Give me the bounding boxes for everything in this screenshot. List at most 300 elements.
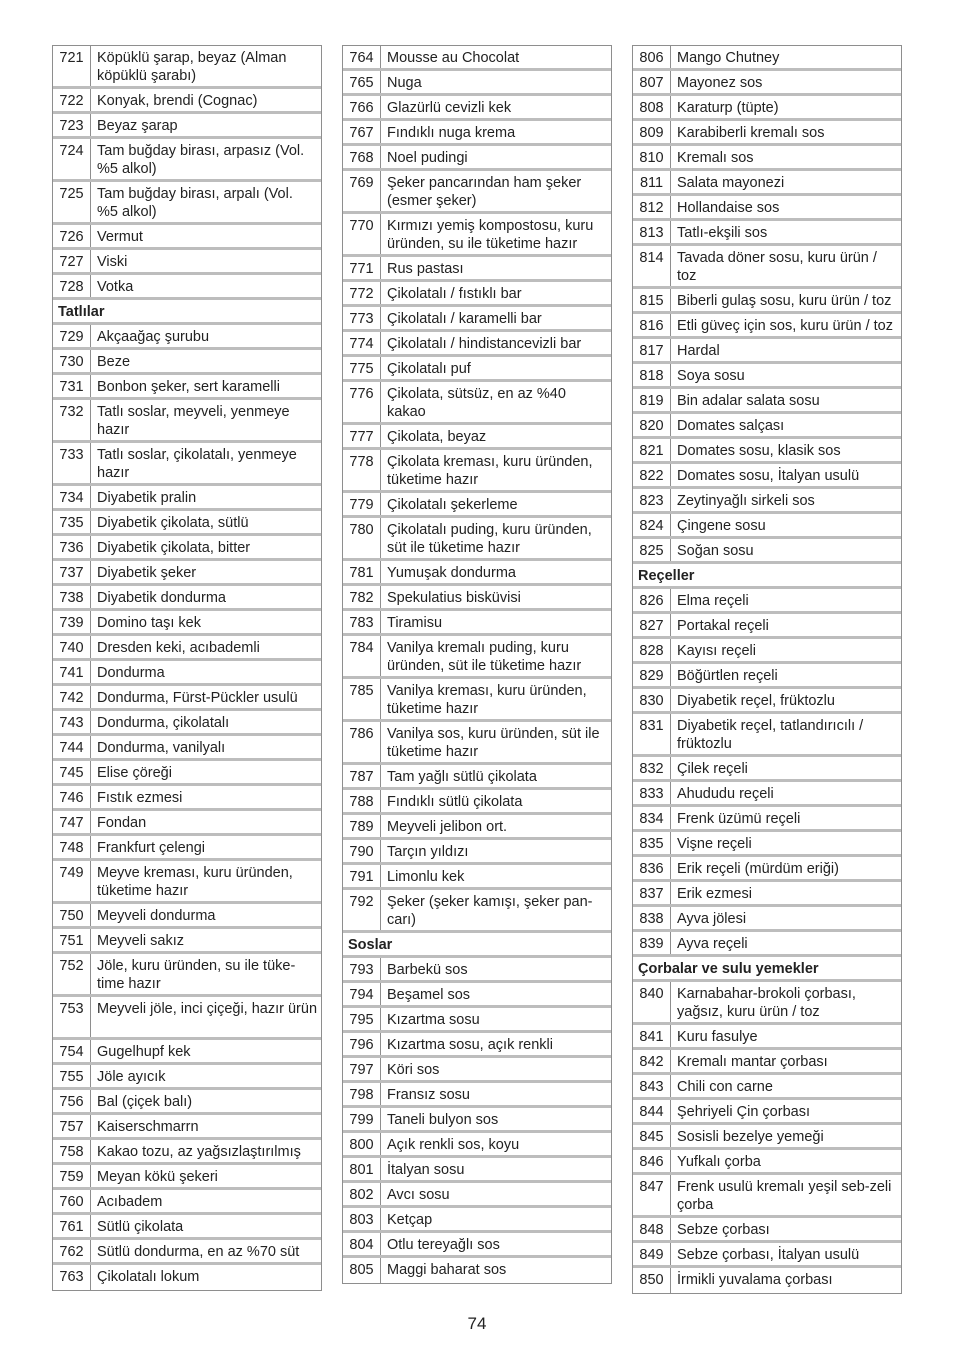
program-number: 805 (343, 1258, 381, 1283)
food-name: Kremalı mantar çorbası (677, 1054, 828, 1070)
program-number: 828 (633, 639, 671, 661)
food-name: Tavada döner sosu, kuru ürün / toz (677, 250, 877, 284)
program-number: 748 (53, 836, 91, 858)
program-number: 802 (343, 1183, 381, 1205)
table-row (633, 1243, 901, 1268)
program-number: 725 (53, 182, 91, 222)
table-row (633, 1125, 901, 1150)
section-header (633, 957, 901, 982)
food-name: Chili con carne (677, 1079, 773, 1095)
program-number: 731 (53, 375, 91, 397)
table-row (633, 196, 901, 221)
table-row (53, 761, 321, 786)
food-name: Karaturp (tüpte) (677, 100, 779, 116)
section-header (633, 564, 901, 589)
section-header (53, 300, 321, 325)
program-number: 791 (343, 865, 381, 887)
program-number: 809 (633, 121, 671, 143)
program-number: 773 (343, 307, 381, 329)
program-number: 730 (53, 350, 91, 372)
table-row (343, 171, 611, 214)
food-name: Sebze çorbası, İtalyan usulü (677, 1247, 860, 1263)
program-number: 772 (343, 282, 381, 304)
program-number: 843 (633, 1075, 671, 1097)
program-number: 812 (633, 196, 671, 218)
table-row (343, 1233, 611, 1258)
program-number: 789 (343, 815, 381, 837)
food-name: Vanilya sos, kuru üründen, süt ile tüketime hazır (387, 726, 600, 760)
food-name: Diyabetik çikolata, bitter (97, 540, 251, 556)
food-name: Tam buğday birası, arpalı (Vol. %5 alkol) (97, 186, 293, 220)
program-number: 769 (343, 171, 381, 211)
food-name: Tiramisu (387, 615, 443, 631)
program-number: 752 (53, 954, 91, 994)
program-number: 785 (343, 679, 381, 719)
program-number: 756 (53, 1090, 91, 1112)
program-number: 810 (633, 146, 671, 168)
table-row (633, 982, 901, 1025)
program-number: 803 (343, 1208, 381, 1230)
food-name: Jöle, kuru üründen, su ile tüke-time hazır (97, 958, 296, 992)
food-name: Domates salçası (677, 418, 785, 434)
food-name: Fransız sosu (387, 1087, 470, 1103)
table-row (633, 514, 901, 539)
food-name: Dondurma, çikolatalı (97, 715, 230, 731)
food-name: Mayonez sos (677, 75, 763, 91)
food-name: Domates sosu, klasik sos (677, 443, 841, 459)
table-row (343, 815, 611, 840)
table-row (53, 1140, 321, 1165)
table-row (343, 96, 611, 121)
food-name: Yumuşak dondurma (387, 565, 516, 581)
food-name: Çikolatalı / hindistancevizli bar (387, 336, 582, 352)
table-row (343, 282, 611, 307)
food-name: Kaiserschmarrn (97, 1119, 199, 1135)
food-name: Çikolatalı / karamelli bar (387, 311, 542, 327)
table-row (633, 439, 901, 464)
program-number: 844 (633, 1100, 671, 1122)
food-name: Kızartma sosu (387, 1012, 480, 1028)
section-header-text: Soslar (348, 937, 393, 953)
food-name: Meyveli jöle, inci çiçeği, hazır ürün (97, 1001, 318, 1017)
food-name: Bin adalar salata sosu (677, 393, 820, 409)
table-row (343, 121, 611, 146)
program-number: 779 (343, 493, 381, 515)
food-name: Sosisli bezelye yemeği (677, 1129, 824, 1145)
table-row (633, 757, 901, 782)
program-number: 740 (53, 636, 91, 658)
food-name: Fındıklı sütlü çikolata (387, 794, 523, 810)
food-name: Vanilya kreması, kuru üründen, tüketime hazır (387, 683, 587, 717)
table-row (343, 790, 611, 815)
program-number: 745 (53, 761, 91, 783)
food-name: Meyveli dondurma (97, 908, 216, 924)
program-number: 833 (633, 782, 671, 804)
table-row (343, 1133, 611, 1158)
program-number: 771 (343, 257, 381, 279)
food-name: Kuru fasulye (677, 1029, 758, 1045)
food-name: Kremalı sos (677, 150, 754, 166)
table-row (53, 400, 321, 443)
table-row (343, 1258, 611, 1283)
food-name: Elma reçeli (677, 593, 749, 609)
food-name: Acıbadem (97, 1194, 163, 1210)
food-name: Kırmızı yemiş kompostosu, kuru üründen, su ile tüketime hazır (387, 218, 594, 252)
table-row (53, 225, 321, 250)
program-number: 757 (53, 1115, 91, 1137)
program-number: 808 (633, 96, 671, 118)
table-row (53, 1240, 321, 1265)
table-row (633, 1100, 901, 1125)
program-number: 816 (633, 314, 671, 336)
food-name: Frenk usulü kremalı yeşil seb-zeli çorba (677, 1179, 892, 1213)
program-number: 726 (53, 225, 91, 247)
table-row (53, 89, 321, 114)
food-name: Hardal (677, 343, 720, 359)
table-row (633, 246, 901, 289)
food-name: Akçaağaç şurubu (97, 329, 210, 345)
food-name: Meyveli sakız (97, 933, 185, 949)
program-number: 796 (343, 1033, 381, 1055)
table-column-1 (52, 45, 322, 1291)
table-row (343, 840, 611, 865)
table-row (633, 782, 901, 807)
food-name: Köri sos (387, 1062, 440, 1078)
food-name: Domates sosu, İtalyan usulü (677, 468, 860, 484)
table-row (53, 443, 321, 486)
food-name: Böğürtlen reçeli (677, 668, 778, 684)
table-row (633, 807, 901, 832)
table-row (633, 71, 901, 96)
program-number: 776 (343, 382, 381, 422)
table-row (633, 614, 901, 639)
program-number: 749 (53, 861, 91, 901)
food-name: Hollandaise sos (677, 200, 780, 216)
program-number: 838 (633, 907, 671, 929)
program-number: 723 (53, 114, 91, 136)
food-name: Spekulatius bisküvisi (387, 590, 521, 606)
table-row (343, 611, 611, 636)
program-number: 759 (53, 1165, 91, 1187)
food-name: Glazürlü cevizli kek (387, 100, 512, 116)
table-row (633, 314, 901, 339)
table-row (343, 1083, 611, 1108)
food-name: Meyve kreması, kuru üründen, tüketime hazır (97, 865, 293, 899)
table-row (633, 96, 901, 121)
table-row (53, 375, 321, 400)
food-name: Tatlı soslar, çikolatalı, yenmeye hazır (97, 447, 297, 481)
table-row (633, 464, 901, 489)
food-name: Dondurma, Fürst-Pückler usulü (97, 690, 298, 706)
table-row (53, 1265, 321, 1290)
program-number: 738 (53, 586, 91, 608)
table-row (633, 289, 901, 314)
program-number: 743 (53, 711, 91, 733)
food-name: Dresden keki, acıbademli (97, 640, 260, 656)
program-number: 830 (633, 689, 671, 711)
table-row (53, 1215, 321, 1240)
table-row (53, 686, 321, 711)
food-name: Sütlü dondurma, en az %70 süt (97, 1244, 300, 1260)
table-row (53, 561, 321, 586)
program-number: 758 (53, 1140, 91, 1162)
food-name: Elise çöreği (97, 765, 172, 781)
program-number: 847 (633, 1175, 671, 1215)
program-number: 764 (343, 46, 381, 68)
program-number: 770 (343, 214, 381, 254)
table-row (53, 661, 321, 686)
food-name: Diyabetik reçel, tatlandırıcılı / früktozlu (677, 718, 864, 752)
food-name: Vişne reçeli (677, 836, 752, 852)
food-name: Ayva reçeli (677, 936, 748, 952)
table-row (343, 1058, 611, 1083)
section-header (343, 933, 611, 958)
table-row (343, 71, 611, 96)
table-row (53, 904, 321, 929)
table-row (633, 932, 901, 957)
table-row (53, 786, 321, 811)
program-number: 777 (343, 425, 381, 447)
program-number: 801 (343, 1158, 381, 1180)
program-number: 760 (53, 1190, 91, 1212)
table-row (343, 586, 611, 611)
food-name: Ketçap (387, 1212, 433, 1228)
food-name: Diyabetik pralin (97, 490, 197, 506)
program-number: 793 (343, 958, 381, 980)
table-row (53, 182, 321, 225)
food-name: Sebze çorbası (677, 1222, 770, 1238)
food-name: Çingene sosu (677, 518, 766, 534)
table-row (343, 983, 611, 1008)
program-number: 729 (53, 325, 91, 347)
program-number: 823 (633, 489, 671, 511)
program-number: 774 (343, 332, 381, 354)
food-name: Çikolatalı lokum (97, 1269, 200, 1285)
program-number: 842 (633, 1050, 671, 1072)
program-number: 832 (633, 757, 671, 779)
program-number: 819 (633, 389, 671, 411)
table-row (343, 307, 611, 332)
food-name: Diyabetik reçel, früktozlu (677, 693, 835, 709)
table-row (53, 1090, 321, 1115)
food-name: Limonlu kek (387, 869, 465, 885)
program-number: 840 (633, 982, 671, 1022)
program-number: 825 (633, 539, 671, 561)
food-name: Vermut (97, 229, 143, 245)
program-number: 728 (53, 275, 91, 297)
section-header-text: Reçeller (638, 568, 695, 584)
food-name: Tatlı soslar, meyveli, yenmeye hazır (97, 404, 290, 438)
program-number: 767 (343, 121, 381, 143)
food-name: Çikolatalı şekerleme (387, 497, 518, 513)
table-row (343, 357, 611, 382)
program-number: 751 (53, 929, 91, 951)
food-name: Fondan (97, 815, 147, 831)
table-row (53, 536, 321, 561)
table-row (633, 221, 901, 246)
food-name: Yufkalı çorba (677, 1154, 761, 1170)
food-name: Beşamel sos (387, 987, 471, 1003)
program-number: 755 (53, 1065, 91, 1087)
table-column-3 (632, 45, 902, 1294)
food-name: Çikolata, sütsüz, en az %40 kakao (387, 386, 566, 420)
program-number: 829 (633, 664, 671, 686)
food-name: Gugelhupf kek (97, 1044, 191, 1060)
table-row (53, 997, 321, 1040)
food-name: Meyveli jelibon ort. (387, 819, 508, 835)
program-number: 806 (633, 46, 671, 68)
program-number: 788 (343, 790, 381, 812)
table-row (53, 861, 321, 904)
food-name: Soğan sosu (677, 543, 754, 559)
food-name: Vanilya kremalı puding, kuru üründen, süt ile tüketime hazır (387, 640, 582, 674)
program-number: 850 (633, 1268, 671, 1293)
food-name: Şeker pancarından ham şeker (esmer şeker) (387, 175, 582, 209)
table-row (633, 414, 901, 439)
program-number: 734 (53, 486, 91, 508)
table-row (633, 146, 901, 171)
table-row (53, 350, 321, 375)
program-number: 841 (633, 1025, 671, 1047)
section-header-text: Çorbalar ve sulu yemekler (638, 961, 819, 977)
table-row (53, 711, 321, 736)
program-number: 724 (53, 139, 91, 179)
table-row (633, 589, 901, 614)
table-row (53, 1190, 321, 1215)
food-name: Çikolata, beyaz (387, 429, 487, 445)
food-name: Tatlı-ekşili sos (677, 225, 768, 241)
program-number: 839 (633, 932, 671, 954)
food-name: Şehriyeli Çin çorbası (677, 1104, 810, 1120)
program-number: 763 (53, 1265, 91, 1290)
food-name: Şeker (şeker kamışı, şeker pan-carı) (387, 894, 593, 928)
table-row (633, 907, 901, 932)
table-row (633, 539, 901, 564)
table-row (343, 382, 611, 425)
table-row (53, 511, 321, 536)
food-name: Çikolata kreması, kuru üründen, tüketime hazır (387, 454, 593, 488)
table-row (633, 389, 901, 414)
program-number: 807 (633, 71, 671, 93)
program-number: 747 (53, 811, 91, 833)
table-row (343, 1033, 611, 1058)
table-row (633, 1268, 901, 1293)
table-row (343, 765, 611, 790)
food-name: Erik ezmesi (677, 886, 752, 902)
program-number: 762 (53, 1240, 91, 1262)
program-number: 797 (343, 1058, 381, 1080)
table-row (343, 450, 611, 493)
table-row (53, 1040, 321, 1065)
table-row (633, 1218, 901, 1243)
table-row (633, 664, 901, 689)
food-name: Mousse au Chocolat (387, 50, 520, 66)
table-row (343, 1208, 611, 1233)
program-number: 783 (343, 611, 381, 633)
program-number: 792 (343, 890, 381, 930)
table-row (53, 275, 321, 300)
food-name: Nuga (387, 75, 422, 91)
table-row (53, 836, 321, 861)
food-name: Tam buğday birası, arpasız (Vol. %5 alkol) (97, 143, 305, 177)
table-row (633, 857, 901, 882)
program-number: 732 (53, 400, 91, 440)
table-row (633, 832, 901, 857)
food-name: Erik reçeli (mürdüm eriği) (677, 861, 839, 877)
program-number: 787 (343, 765, 381, 787)
table-row (53, 586, 321, 611)
table-row (633, 46, 901, 71)
food-name: Etli güveç için sos, kuru ürün / toz (677, 318, 893, 334)
table-row (343, 890, 611, 933)
program-number: 722 (53, 89, 91, 111)
program-number: 817 (633, 339, 671, 361)
table-row (343, 1158, 611, 1183)
table-column-2 (342, 45, 612, 1284)
program-number: 780 (343, 518, 381, 558)
program-number: 848 (633, 1218, 671, 1240)
program-number: 736 (53, 536, 91, 558)
program-number: 753 (53, 997, 91, 1037)
program-number: 781 (343, 561, 381, 583)
table-row (343, 958, 611, 983)
table-row (633, 364, 901, 389)
food-name: Çikolatalı / fıstıklı bar (387, 286, 522, 302)
table-row (53, 250, 321, 275)
table-row (343, 257, 611, 282)
food-name: Kakao tozu, az yağsızlaştırılmış (97, 1144, 301, 1160)
food-name: Fıstık ezmesi (97, 790, 183, 806)
program-number: 798 (343, 1083, 381, 1105)
food-name: Bonbon şeker, sert karamelli (97, 379, 280, 395)
program-number: 835 (633, 832, 671, 854)
table-row (343, 1108, 611, 1133)
section-header-text: Tatlılar (58, 304, 105, 320)
table-row (343, 865, 611, 890)
program-number: 744 (53, 736, 91, 758)
food-name: Diyabetik şeker (97, 565, 197, 581)
table-row (633, 1050, 901, 1075)
table-row (343, 1008, 611, 1033)
food-name: Salata mayonezi (677, 175, 785, 191)
food-name: Karnabahar-brokoli çorbası, yağsız, kuru ürün / toz (677, 986, 856, 1020)
program-number: 778 (343, 450, 381, 490)
table-row (53, 1165, 321, 1190)
food-name: Köpüklü şarap, beyaz (Alman köpüklü şarabı) (97, 50, 287, 84)
program-number: 739 (53, 611, 91, 633)
program-number: 727 (53, 250, 91, 272)
program-number: 765 (343, 71, 381, 93)
food-name: Mango Chutney (677, 50, 780, 66)
food-name: Otlu tereyağlı sos (387, 1237, 500, 1253)
program-number: 737 (53, 561, 91, 583)
table-row (633, 489, 901, 514)
table-row (343, 46, 611, 71)
table-row (343, 332, 611, 357)
program-number: 768 (343, 146, 381, 168)
food-name: Kızartma sosu, açık renkli (387, 1037, 553, 1053)
program-number: 766 (343, 96, 381, 118)
program-number: 813 (633, 221, 671, 243)
table-row (343, 636, 611, 679)
food-name: Biberli gulaş sosu, kuru ürün / toz (677, 293, 892, 309)
table-row (633, 339, 901, 364)
food-name: Jöle ayıcık (97, 1069, 166, 1085)
program-number: 733 (53, 443, 91, 483)
food-name: Barbekü sos (387, 962, 468, 978)
program-number: 821 (633, 439, 671, 461)
table-row (53, 954, 321, 997)
